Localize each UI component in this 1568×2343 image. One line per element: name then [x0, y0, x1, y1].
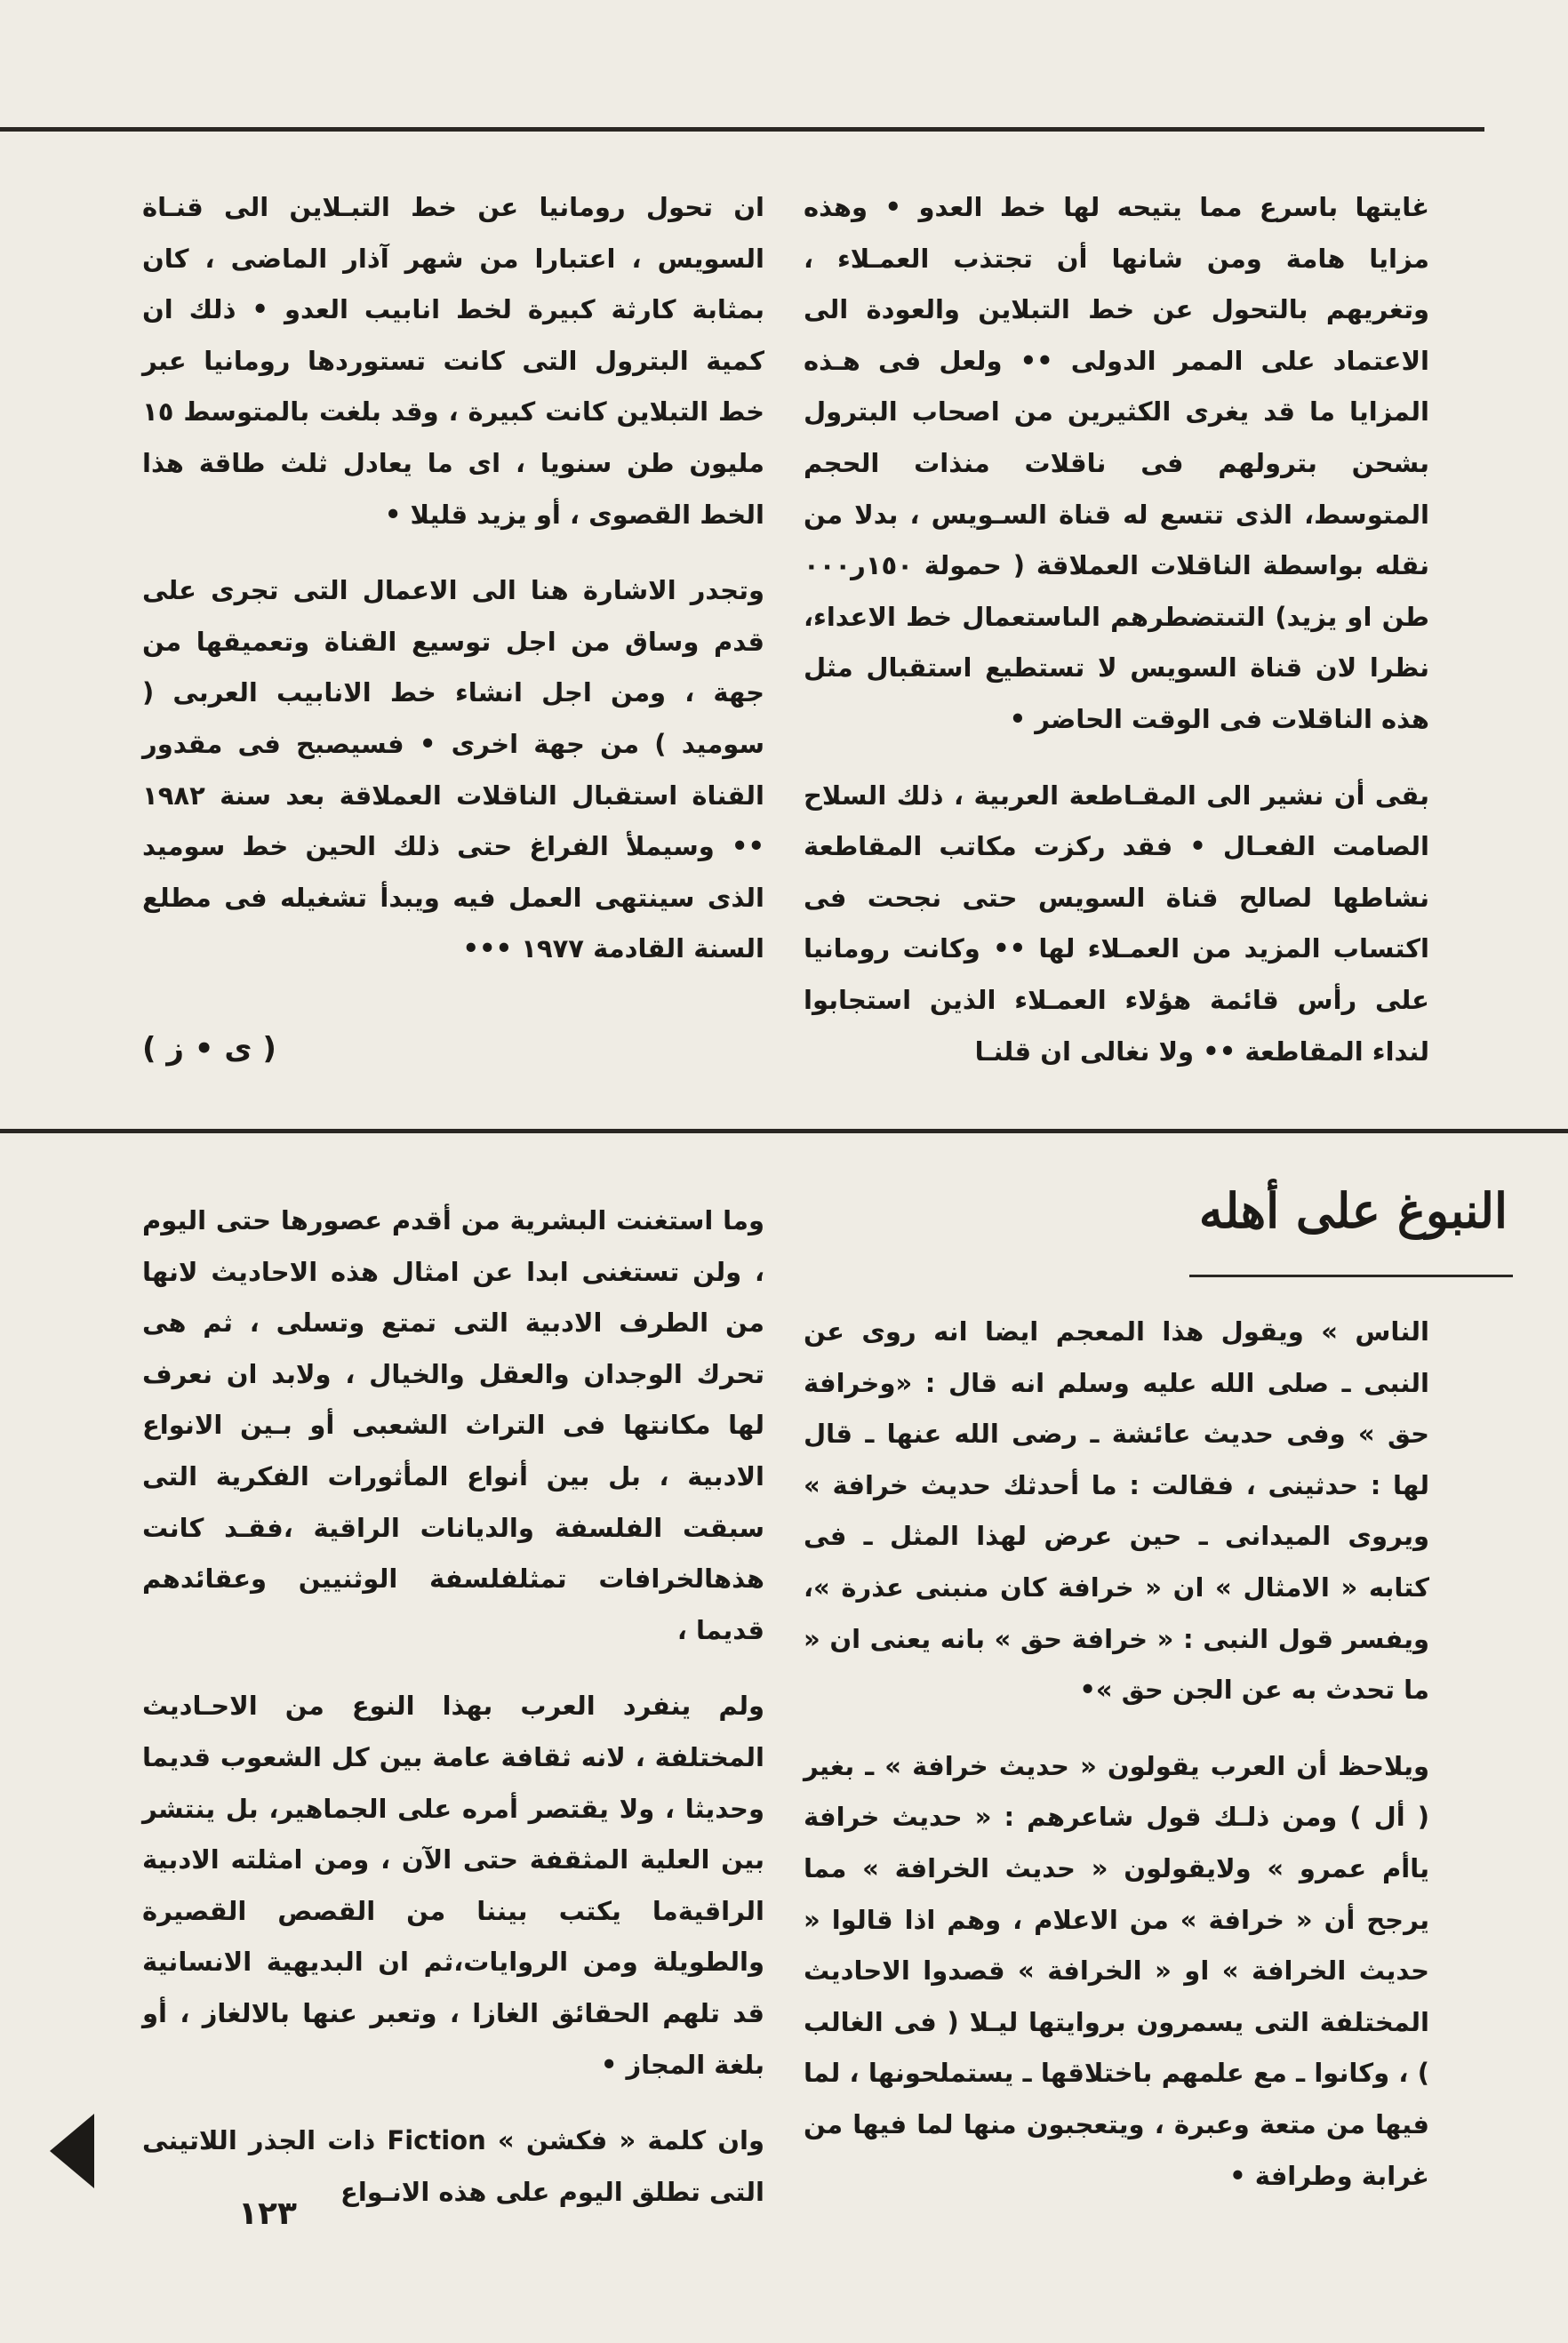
page-turn-arrow-icon [50, 2114, 94, 2188]
paragraph: ولم ينفرد العرب بهذا النوع من الاحـاديث المختلفة ، لانه ثقافة عامة بين كل الشعوب قديما وحديثا ، ولا يقتصر أمره على الجماهير، بل ينتشر بين العلية المثقفة حتى الآن ، ومن امثلته الادبية الراقيةما يكتب بيننا من القصص القصيرة والطويلة ومن الروايات،ثم ان البديهية الانسانية قد تلهم الحقائق الغازا ، وتعبر عنها بالالغاز ، أو بلغة المجاز • [142, 1691, 764, 2080]
bottom-right-column [804, 1307, 1429, 2202]
page-number: ١٢٣ [238, 2195, 297, 2232]
paragraph: بقى أن نشير الى المقـاطعة العربية ، ذلك السلاح الصامت الفعـال • فقد ركزت مكاتب المقاطعة نشاطها لصالح قناة السويس حتى نجحت فى اكتساب المزيد من العمـلاء لها •• وكانت رومانيا على رأس قائمة هؤلاء العمـلاء الذين استجابوا لنداء المقاطعة •• ولا نغالى ان قلنـا [804, 780, 1429, 1067]
top-rule [0, 127, 1484, 132]
middle-rule [0, 1129, 1568, 1133]
author-signature: ( ى • ز ) [142, 1031, 276, 1067]
paragraph: ويلاحظ أن العرب يقولون « حديث خرافة » ـ بغير ( أل ) ومن ذلـك قول شاعرهم : « حديث خرافة ياأم عمرو » ولايقولون « حديث الخرافة » مما يرجح أن « خرافة » من الاعلام ، وهم اذا قالوا « حديث الخرافة » او « الخرافة » قصدوا الاحاديث المختلفة التى يسمرون بروايتها ليـلا ( فى الغالب ) ، وكانوا ـ مع علمهم باختلاقها ـ يستملحونها ، لما فيها من متعة وعبرة ، ويتعجبون منها لما فيها من غرابة وطرافة • [804, 1750, 1429, 2191]
title-underline [1189, 1275, 1513, 1277]
article-title: النبوغ على أهله [1198, 1182, 1508, 1239]
paragraph: غايتها باسرع مما يتيحه لها خط العدو • وهذه مزايا هامة ومن شانها أن تجتذب العمـلاء ، وتغريهم بالتحول عن خط التبلاين والعودة الى الاعتماد على الممر الدولى •• ولعل فى هـذه المزايا ما قد يغرى الكثيرين من اصحاب البترول بشحن بترولهم فى ناقلات منذات الحجم المتوسط، الذى تتسع له قناة السـويس ، بدلا من نقله بواسطة الناقلات العملاقة ( حمولة ١٥٠ر٠٠٠ طن او يزيد) التىتضطرهم الىاستعمال خط الاعداء، نظرا لان قناة السويس لا تستطيع استقبال مثل هذه الناقلات فى الوقت الحاضر • [804, 192, 1429, 734]
paragraph: ان تحول رومانيا عن خط التبـلاين الى قنـاة السويس ، اعتبارا من شهر آذار الماضى ، كان بمثابة كارثة كبيرة لخط انابيب العدو • ذلك ان كمية البترول التى كانت تستوردها رومانيا عبر خط التبلاين كانت كبيرة ، وقد بلغت بالمتوسط ١٥ مليون طن سنويا ، اى ما يعادل ثلث طاقة هذا الخط القصوى ، أو يزيد قليلا • [142, 192, 764, 530]
paragraph: وما استغنت البشرية من أقدم عصورها حتى اليوم ، ولن تستغنى ابدا عن امثال هذه الاحاديث لانها من الطرف الادبية التى تمتع وتسلى ، ثم هى تحرك الوجدان والعقل والخيال ، ولابد ان نعرف لها مكانتها فى التراث الشعبى أو بـين الانواع الادبية ، بل بين أنواع المأثورات الفكرية التى سبقت الفلسفة والديانات الراقية ،فقـد كانت هذهالخرافات تمثلفلسفة الوثنيين وعقائدهم قديما ، [142, 1205, 764, 1645]
top-right-column [804, 182, 1429, 1077]
paragraph: وان كلمة « فكشن » Fiction ذات الجذر اللاتينى التى تطلق اليوم على هذه الانـواع [142, 2125, 764, 2207]
paragraph: الناس » ويقول هذا المعجم ايضا انه روى عن النبى ـ صلى الله عليه وسلم انه قال : «وخرافة حق » وفى حديث عائشة ـ رضى الله عنها ـ قال لها : حدثينى ، فقالت : ما أحدثك حديث خرافة » ويروى الميدانى ـ حين عرض لهذا المثل ـ فى كتابه « الامثال » ان « خرافة كان منبنى عذرة »، ويفسر قول النبى : « خرافة حق » بانه يعنى ان « ما تحدث به عن الجن حق »• [804, 1316, 1429, 1706]
paragraph: وتجدر الاشارة هنا الى الاعمال التى تجرى على قدم وساق من اجل توسيع القناة وتعميقها من جهة ، ومن اجل انشاء خط الانابيب العربى ( سوميد ) من جهة اخرى • فسيصبح فى مقدور القناة استقبال الناقلات العملاقة بعد سنة ١٩٨٢ •• وسيملأ الفراغ حتى ذلك الحين خط سوميد الذى سينتهى العمل فيه ويبدأ تشغيله فى مطلع السنة القادمة ١٩٧٧ ••• [142, 575, 764, 964]
bottom-left-column [142, 1195, 764, 2218]
top-left-column [142, 182, 764, 975]
